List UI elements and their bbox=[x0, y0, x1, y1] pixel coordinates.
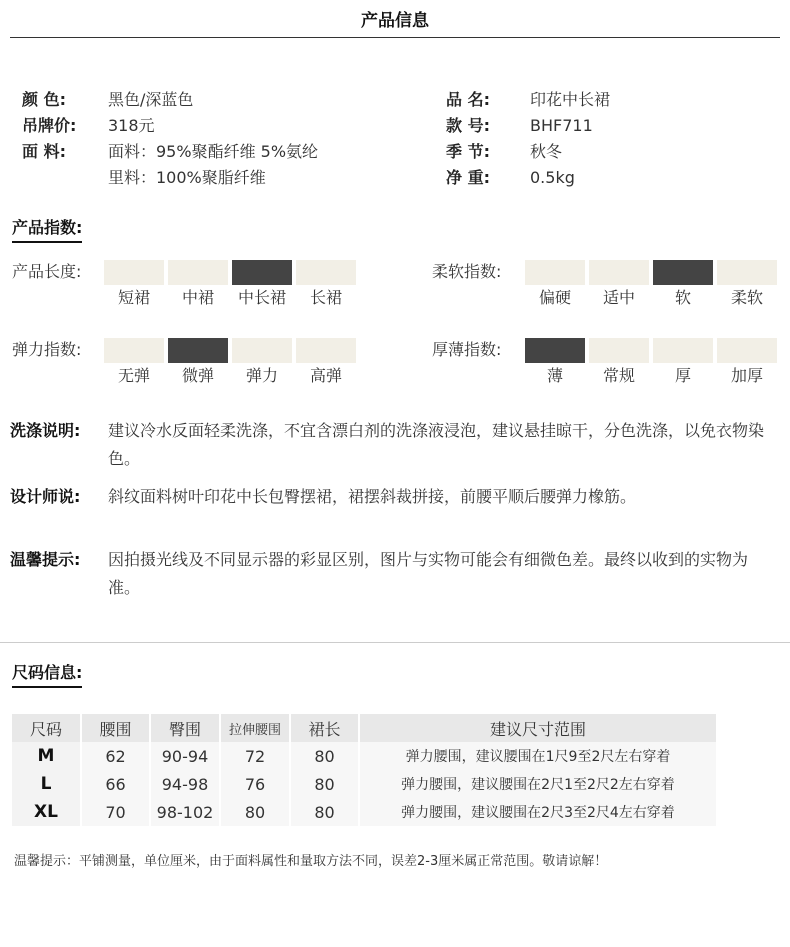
indices-section-title: 产品指数: bbox=[12, 218, 82, 243]
info-label: 品 名: bbox=[446, 90, 490, 109]
index-label: 产品长度: bbox=[12, 262, 82, 281]
index-level-bar bbox=[525, 338, 585, 363]
table-row bbox=[12, 742, 716, 770]
size-header-cell: 建议尺寸范围 bbox=[360, 714, 716, 742]
page-title: 产品信息 bbox=[361, 11, 429, 31]
size-cell: M bbox=[12, 742, 80, 770]
size-header-cell: 尺码 bbox=[12, 714, 80, 742]
length-cell: 80 bbox=[291, 798, 358, 826]
waist-cell: 62 bbox=[82, 742, 149, 770]
size-footnote: 温馨提示：平铺测量，单位厘米，由于面料属性和量取方法不同，误差2-3厘米属正常范围。敬请谅解！ bbox=[14, 854, 608, 869]
info-value: 黑色/深蓝色 bbox=[108, 90, 194, 109]
recommendation-cell: 弹力腰围，建议腰围在2尺3至2尺4左右穿着 bbox=[360, 798, 716, 826]
index-level-bar bbox=[104, 260, 164, 285]
index-level-bar bbox=[589, 260, 649, 285]
index-level-bar bbox=[525, 260, 585, 285]
index-option-label: 常规 bbox=[602, 366, 635, 385]
stretch-waist-cell: 76 bbox=[221, 770, 289, 798]
info-label: 吊牌价: bbox=[22, 116, 77, 135]
info-value: 印花中长裙 bbox=[530, 90, 611, 109]
waist-cell: 70 bbox=[82, 798, 149, 826]
title-divider bbox=[10, 37, 780, 38]
info-value: 秋冬 bbox=[530, 142, 563, 161]
length-cell: 80 bbox=[291, 770, 358, 798]
index-level-bar bbox=[717, 260, 777, 285]
size-header-cell: 裙长 bbox=[291, 714, 358, 742]
index-option-label: 无弹 bbox=[117, 366, 150, 385]
index-option-label: 弹力 bbox=[245, 366, 278, 385]
index-option-label: 短裙 bbox=[117, 288, 150, 307]
info-label: 颜 色: bbox=[22, 90, 66, 109]
index-label: 柔软指数: bbox=[432, 262, 502, 281]
index-level-bar bbox=[589, 338, 649, 363]
size-header-cell: 臀围 bbox=[151, 714, 219, 742]
index-option-label: 厚 bbox=[674, 366, 691, 385]
note-text: 斜纹面料树叶印花中长包臀摆裙，裙摆斜裁拼接，前腰平顺后腰弹力橡筋。 bbox=[108, 487, 637, 506]
stretch-waist-cell: 80 bbox=[221, 798, 289, 826]
size-table-header bbox=[12, 714, 716, 742]
hip-cell: 90-94 bbox=[151, 742, 219, 770]
note-text: 因拍摄光线及不同显示器的彩显区别，图片与实物可能会有细微色差。最终以收到的实物为准。 bbox=[108, 550, 749, 597]
size-table bbox=[10, 714, 718, 826]
info-label: 季 节: bbox=[446, 142, 490, 161]
index-level-bar bbox=[296, 260, 356, 285]
table-row bbox=[12, 770, 716, 798]
index-level-bar bbox=[653, 338, 713, 363]
length-cell: 80 bbox=[291, 742, 358, 770]
note-label: 洗涤说明: bbox=[10, 421, 81, 440]
index-option-label: 偏硬 bbox=[538, 288, 571, 307]
recommendation-cell: 弹力腰围，建议腰围在1尺9至2尺左右穿着 bbox=[360, 742, 716, 770]
index-option-label: 薄 bbox=[546, 366, 563, 385]
index-option-label: 中长裙 bbox=[237, 288, 286, 307]
index-option-label: 中裙 bbox=[181, 288, 214, 307]
index-level-bar bbox=[168, 338, 228, 363]
note-label: 温馨提示: bbox=[10, 550, 81, 569]
index-option-label: 加厚 bbox=[730, 366, 763, 385]
index-level-bar bbox=[296, 338, 356, 363]
index-level-bar bbox=[717, 338, 777, 363]
info-label: 款 号: bbox=[446, 116, 490, 135]
size-cell: XL bbox=[12, 798, 80, 826]
index-option-label: 高弹 bbox=[309, 366, 342, 385]
note-text: 建议冷水反面轻柔洗涤，不宜含漂白剂的洗涤液浸泡，建议悬挂晾干，分色洗涤，以免衣物染色。 bbox=[108, 421, 765, 468]
index-level-bar bbox=[168, 260, 228, 285]
size-cell: L bbox=[12, 770, 80, 798]
table-row bbox=[12, 798, 716, 826]
info-value: 面料：95%聚酯纤维 5%氨纶 bbox=[108, 142, 319, 161]
hip-cell: 98-102 bbox=[151, 798, 219, 826]
size-header-cell: 拉伸腰围 bbox=[221, 714, 289, 742]
index-label: 弹力指数: bbox=[12, 340, 82, 359]
section-divider bbox=[0, 642, 790, 643]
index-option-label: 微弹 bbox=[181, 366, 214, 385]
stretch-waist-cell: 72 bbox=[221, 742, 289, 770]
index-option-label: 长裙 bbox=[309, 288, 342, 307]
index-option-label: 柔软 bbox=[730, 288, 763, 307]
wash-instructions bbox=[10, 417, 790, 473]
size-section-title: 尺码信息: bbox=[12, 663, 82, 688]
waist-cell: 66 bbox=[82, 770, 149, 798]
index-label: 厚薄指数: bbox=[432, 340, 502, 359]
info-value: 里料：100%聚脂纤维 bbox=[108, 168, 266, 187]
info-label: 面 料: bbox=[22, 142, 66, 161]
index-level-bar bbox=[104, 338, 164, 363]
index-level-bar bbox=[653, 260, 713, 285]
info-value: 318元 bbox=[108, 116, 155, 135]
index-option-label: 适中 bbox=[602, 288, 635, 307]
info-value: BHF711 bbox=[530, 116, 593, 135]
warm-tips bbox=[10, 546, 790, 602]
index-level-bar bbox=[232, 260, 292, 285]
recommendation-cell: 弹力腰围，建议腰围在2尺1至2尺2左右穿着 bbox=[360, 770, 716, 798]
info-value: 0.5kg bbox=[530, 168, 575, 187]
index-level-bar bbox=[232, 338, 292, 363]
designer-notes bbox=[10, 483, 790, 511]
index-option-label: 软 bbox=[674, 288, 691, 307]
info-label: 净 重: bbox=[446, 168, 490, 187]
size-header-cell: 腰围 bbox=[82, 714, 149, 742]
hip-cell: 94-98 bbox=[151, 770, 219, 798]
note-label: 设计师说: bbox=[10, 487, 81, 506]
